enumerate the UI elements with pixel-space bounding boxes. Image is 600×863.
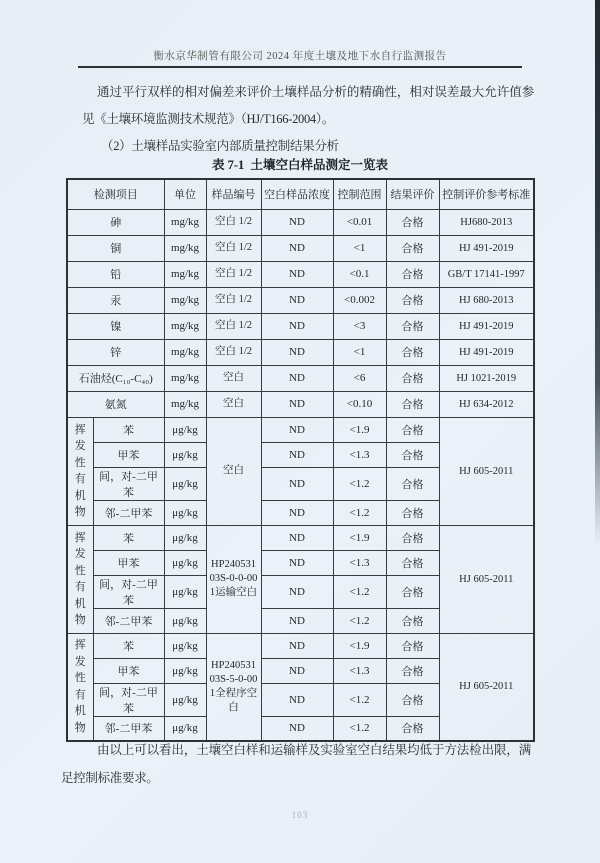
- cell-sample-id: 空白: [206, 417, 261, 525]
- cell-standard: HJ 605-2011: [439, 417, 534, 525]
- header-rule: [78, 66, 522, 68]
- cell-standard: HJ 605-2011: [439, 525, 534, 633]
- cell-result: 合格: [386, 313, 439, 339]
- cell-item: 邻-二甲苯: [93, 716, 164, 741]
- cell-unit: mg/kg: [164, 313, 206, 339]
- cell-item: 锌: [67, 339, 164, 365]
- cell-item: 汞: [67, 287, 164, 313]
- cell-control-range: <1.9: [333, 633, 386, 658]
- cell-control-range: <1.3: [333, 658, 386, 683]
- cell-result: 合格: [386, 716, 439, 741]
- cell-control-range: <1.2: [333, 716, 386, 741]
- cell-unit: μg/kg: [164, 716, 206, 741]
- voc-group-label: [67, 417, 93, 525]
- cell-concentration: ND: [261, 467, 333, 500]
- cell-item: 氨氮: [67, 391, 164, 417]
- cell-result: 合格: [386, 525, 439, 550]
- cell-standard: HJ 1021-2019: [439, 365, 534, 391]
- cell-control-range: <1: [333, 339, 386, 365]
- table-title: 表 7-1 土壤空白样品测定一览表: [211, 158, 389, 172]
- table-row: [67, 235, 534, 261]
- cell-unit: μg/kg: [164, 525, 206, 550]
- cell-concentration: ND: [261, 313, 333, 339]
- cell-unit: μg/kg: [164, 575, 206, 608]
- column-header: 空白样品浓度: [261, 179, 333, 209]
- page-header-title: 衡水京华制管有限公司 2024 年度土壤及地下水自行监测报告: [153, 51, 447, 62]
- table-row: [67, 365, 534, 391]
- cell-unit: μg/kg: [164, 500, 206, 525]
- cell-result: 合格: [386, 365, 439, 391]
- cell-standard: HJ 491-2019: [439, 235, 534, 261]
- cell-concentration: ND: [261, 525, 333, 550]
- cell-control-range: <1.2: [333, 575, 386, 608]
- cell-item: 铅: [67, 261, 164, 287]
- cell-unit: mg/kg: [164, 339, 206, 365]
- cell-item: 甲苯: [93, 550, 164, 575]
- cell-item: 石油烃(C₁₀-C₄₀): [67, 365, 164, 391]
- cell-item: 苯: [93, 525, 164, 550]
- cell-sample-id: HP24053103S-0-0-001运输空白: [206, 525, 261, 633]
- cell-result: 合格: [386, 261, 439, 287]
- cell-result: 合格: [386, 608, 439, 633]
- cell-item: 砷: [67, 209, 164, 235]
- voc-group-label-text: 挥发性有机物: [74, 423, 86, 518]
- cell-unit: μg/kg: [164, 550, 206, 575]
- cell-control-range: <1: [333, 235, 386, 261]
- cell-result: 合格: [386, 467, 439, 500]
- cell-standard: HJ 680-2013: [439, 287, 534, 313]
- cell-standard: HJ 491-2019: [439, 313, 534, 339]
- cell-unit: mg/kg: [164, 209, 206, 235]
- cell-concentration: ND: [261, 235, 333, 261]
- cell-sample-id: 空白 1/2: [206, 209, 261, 235]
- cell-sample-id: 空白 1/2: [206, 313, 261, 339]
- cell-unit: mg/kg: [164, 391, 206, 417]
- scan-edge-artifact: [595, 0, 600, 545]
- cell-unit: μg/kg: [164, 467, 206, 500]
- cell-result: 合格: [386, 391, 439, 417]
- cell-control-range: <1.9: [333, 525, 386, 550]
- cell-concentration: ND: [261, 500, 333, 525]
- cell-concentration: ND: [261, 575, 333, 608]
- cell-control-range: <1.2: [333, 608, 386, 633]
- cell-concentration: ND: [261, 658, 333, 683]
- paragraph-section-heading: （2）土壤样品实验室内部质量控制结果分析: [101, 139, 339, 153]
- cell-concentration: ND: [261, 633, 333, 658]
- cell-concentration: ND: [261, 716, 333, 741]
- cell-sample-id: 空白: [206, 365, 261, 391]
- cell-item: 铜: [67, 235, 164, 261]
- blank-table-body: [67, 209, 534, 741]
- cell-unit: mg/kg: [164, 235, 206, 261]
- cell-unit: μg/kg: [164, 658, 206, 683]
- cell-sample-id: 空白 1/2: [206, 287, 261, 313]
- cell-control-range: <1.2: [333, 500, 386, 525]
- cell-unit: μg/kg: [164, 417, 206, 442]
- table-row: [67, 261, 534, 287]
- cell-unit: μg/kg: [164, 442, 206, 467]
- cell-standard: HJ 491-2019: [439, 339, 534, 365]
- cell-control-range: <6: [333, 365, 386, 391]
- cell-item: 镍: [67, 313, 164, 339]
- cell-result: 合格: [386, 287, 439, 313]
- cell-item: 间，对-二甲苯: [93, 575, 164, 608]
- cell-control-range: <1.3: [333, 550, 386, 575]
- cell-result: 合格: [386, 500, 439, 525]
- voc-group-label-text: 挥发性有机物: [74, 531, 86, 626]
- column-header: 结果评价: [386, 179, 439, 209]
- cell-result: 合格: [386, 339, 439, 365]
- cell-control-range: <0.002: [333, 287, 386, 313]
- voc-group-label-text: 挥发性有机物: [74, 639, 86, 734]
- cell-concentration: ND: [261, 417, 333, 442]
- cell-item: 苯: [93, 417, 164, 442]
- cell-concentration: ND: [261, 365, 333, 391]
- blank-sample-table: [66, 178, 535, 742]
- cell-unit: μg/kg: [164, 683, 206, 716]
- voc-group-label: [67, 525, 93, 633]
- cell-concentration: ND: [261, 339, 333, 365]
- cell-result: 合格: [386, 550, 439, 575]
- page-number: 103: [291, 810, 309, 820]
- cell-concentration: ND: [261, 608, 333, 633]
- cell-result: 合格: [386, 658, 439, 683]
- cell-unit: μg/kg: [164, 633, 206, 658]
- cell-concentration: ND: [261, 550, 333, 575]
- cell-result: 合格: [386, 442, 439, 467]
- cell-concentration: ND: [261, 442, 333, 467]
- blank-table-header-row: [67, 179, 534, 209]
- cell-standard: HJ 634-2012: [439, 391, 534, 417]
- cell-result: 合格: [386, 417, 439, 442]
- table-row: [67, 525, 534, 550]
- cell-control-range: <1.2: [333, 683, 386, 716]
- cell-item: 苯: [93, 633, 164, 658]
- cell-control-range: <0.01: [333, 209, 386, 235]
- cell-result: 合格: [386, 235, 439, 261]
- cell-concentration: ND: [261, 391, 333, 417]
- cell-result: 合格: [386, 575, 439, 608]
- cell-concentration: ND: [261, 209, 333, 235]
- cell-control-range: <1.9: [333, 417, 386, 442]
- cell-sample-id: HP24053103S-5-0-001全程序空白: [206, 633, 261, 741]
- table-row: [67, 287, 534, 313]
- cell-concentration: ND: [261, 287, 333, 313]
- table-row: [67, 633, 534, 658]
- cell-unit: μg/kg: [164, 608, 206, 633]
- cell-control-range: <1.2: [333, 467, 386, 500]
- cell-concentration: ND: [261, 261, 333, 287]
- voc-group-label: [67, 633, 93, 741]
- cell-control-range: <0.10: [333, 391, 386, 417]
- cell-unit: mg/kg: [164, 287, 206, 313]
- cell-item: 邻-二甲苯: [93, 500, 164, 525]
- table-row: [67, 417, 534, 442]
- column-header: 控制范围: [333, 179, 386, 209]
- cell-result: 合格: [386, 683, 439, 716]
- cell-standard: HJ680-2013: [439, 209, 534, 235]
- cell-unit: mg/kg: [164, 365, 206, 391]
- cell-item: 间，对-二甲苯: [93, 683, 164, 716]
- table-row: [67, 313, 534, 339]
- column-header: 检测项目: [67, 179, 164, 209]
- table-row: [67, 339, 534, 365]
- cell-control-range: <0.1: [333, 261, 386, 287]
- cell-control-range: <1.3: [333, 442, 386, 467]
- cell-result: 合格: [386, 209, 439, 235]
- cell-result: 合格: [386, 633, 439, 658]
- paragraph-conclusion: 由以上可以看出，土壤空白样和运输样及实验室空白结果均低于方法检出限，满足控制标准要求。: [61, 743, 531, 785]
- cell-item: 甲苯: [93, 442, 164, 467]
- cell-sample-id: 空白 1/2: [206, 339, 261, 365]
- cell-item: 邻-二甲苯: [93, 608, 164, 633]
- cell-sample-id: 空白 1/2: [206, 235, 261, 261]
- cell-control-range: <3: [333, 313, 386, 339]
- cell-sample-id: 空白 1/2: [206, 261, 261, 287]
- cell-standard: HJ 605-2011: [439, 633, 534, 741]
- column-header: 单位: [164, 179, 206, 209]
- cell-sample-id: 空白: [206, 391, 261, 417]
- paragraph-precision: 通过平行双样的相对偏差来评价土壤样品分析的精确性，相对误差最大允许值参见《土壤环境监测技术规范》（HJ/T166-2004）。: [82, 85, 534, 126]
- cell-item: 间，对-二甲苯: [93, 467, 164, 500]
- column-header: 样品编号: [206, 179, 261, 209]
- cell-item: 甲苯: [93, 658, 164, 683]
- cell-standard: GB/T 17141-1997: [439, 261, 534, 287]
- column-header: 控制评价参考标准: [439, 179, 534, 209]
- cell-unit: mg/kg: [164, 261, 206, 287]
- table-row: [67, 391, 534, 417]
- table-row: [67, 209, 534, 235]
- cell-concentration: ND: [261, 683, 333, 716]
